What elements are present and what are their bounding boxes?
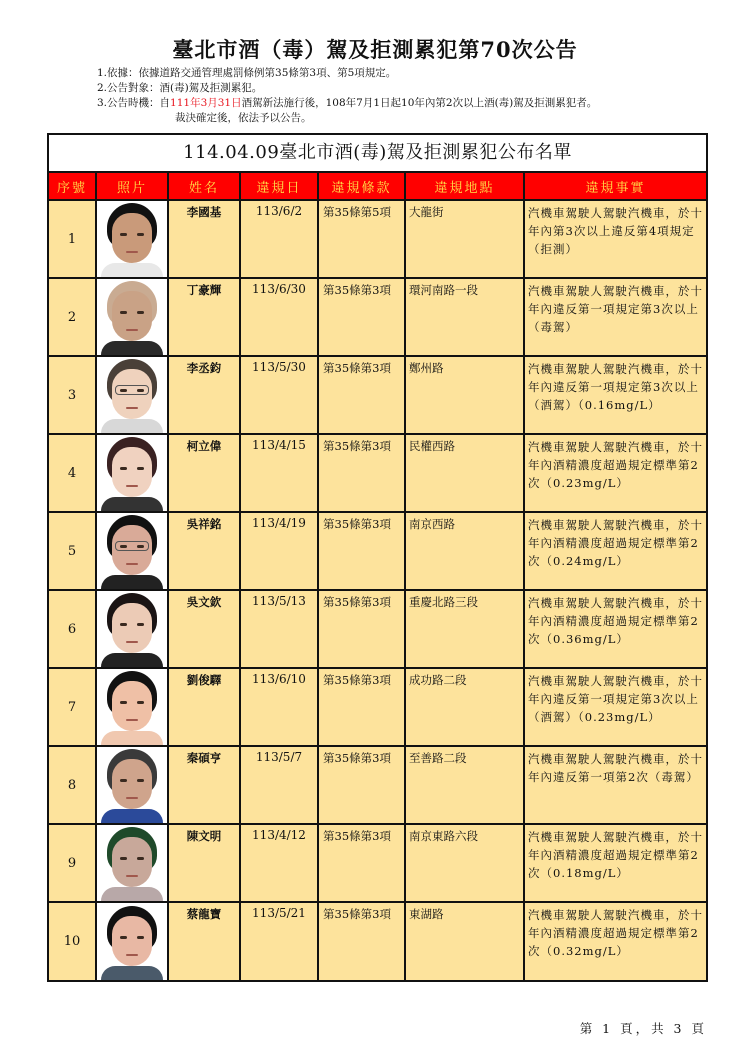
mugshot-photo xyxy=(96,668,168,746)
violation-date: 113/5/21 xyxy=(240,902,318,980)
note-text: 依據道路交通管理處罰條例第35條第3項、第5項規定。 xyxy=(138,67,397,79)
violation-fact: 汽機車駕駛人駕駛汽機車，於十年內違反第一項規定第3次以上（毒駕） xyxy=(524,278,706,356)
violation-article: 第35條第3項 xyxy=(318,590,405,668)
mugshot-photo xyxy=(96,434,168,512)
table-row xyxy=(49,278,706,356)
violation-fact: 汽機車駕駛人駕駛汽機車，於十年內違反第一項規定第3次以上（酒駕）（0.23mg/L） xyxy=(524,668,706,746)
violation-fact: 汽機車駕駛人駕駛汽機車，於十年內酒精濃度超過規定標準第2次（0.18mg/L） xyxy=(524,824,706,902)
portrait-icon xyxy=(101,824,163,901)
row-number: 8 xyxy=(49,746,96,824)
note-label: 1.依據： xyxy=(97,67,139,79)
row-number: 3 xyxy=(49,356,96,434)
violation-place: 東湖路 xyxy=(405,902,524,980)
violation-date: 113/4/12 xyxy=(240,824,318,902)
note-basis xyxy=(97,66,597,81)
violation-date: 113/4/15 xyxy=(240,434,318,512)
violation-article: 第35條第3項 xyxy=(318,278,405,356)
row-number: 9 xyxy=(49,824,96,902)
violation-place: 南京東路六段 xyxy=(405,824,524,902)
table-row xyxy=(49,356,706,434)
violation-date: 113/5/13 xyxy=(240,590,318,668)
mugshot-photo xyxy=(96,902,168,980)
col-header-place: 違規地點 xyxy=(405,173,524,200)
table-row xyxy=(49,824,706,902)
table-header-row xyxy=(49,173,706,200)
violation-article: 第35條第3項 xyxy=(318,824,405,902)
violation-place: 鄭州路 xyxy=(405,356,524,434)
mugshot-photo xyxy=(96,824,168,902)
violation-place: 南京西路 xyxy=(405,512,524,590)
violation-place: 大龍街 xyxy=(405,200,524,278)
note-text: 酒(毒)駕及拒測累犯。 xyxy=(159,82,263,94)
violation-place: 至善路二段 xyxy=(405,746,524,824)
violation-date: 113/5/7 xyxy=(240,746,318,824)
notes-section xyxy=(97,66,597,126)
highlight-date: 111年3月31日 xyxy=(170,97,242,109)
offender-name: 吳祥銘 xyxy=(168,512,240,590)
table-row xyxy=(49,668,706,746)
document-title: 臺北市酒（毒）駕及拒測累犯第70次公告 xyxy=(172,37,578,62)
violation-article: 第35條第3項 xyxy=(318,356,405,434)
note-prefix: 自 xyxy=(159,97,171,109)
row-number: 6 xyxy=(49,590,96,668)
note-text: 酒駕新法施行後，108年7月1日起10年內第2次以上酒(毒)駕及拒測累犯者。 xyxy=(241,97,598,109)
offender-name: 劉俊驛 xyxy=(168,668,240,746)
violation-date: 113/4/19 xyxy=(240,512,318,590)
portrait-icon xyxy=(101,668,163,745)
violation-date: 113/6/30 xyxy=(240,278,318,356)
portrait-icon xyxy=(101,746,163,823)
violation-date: 113/5/30 xyxy=(240,356,318,434)
col-header-fact: 違規事實 xyxy=(524,173,706,200)
table-row xyxy=(49,434,706,512)
mugshot-photo xyxy=(96,590,168,668)
violation-date: 113/6/2 xyxy=(240,200,318,278)
violation-place: 重慶北路三段 xyxy=(405,590,524,668)
portrait-icon xyxy=(101,590,163,667)
note-label: 3.公告時機： xyxy=(97,97,160,109)
row-number: 7 xyxy=(49,668,96,746)
col-header-number: 序號 xyxy=(49,173,96,200)
violation-fact: 汽機車駕駛人駕駛汽機車，於十年內酒精濃度超過規定標準第2次（0.24mg/L） xyxy=(524,512,706,590)
table-row xyxy=(49,902,706,980)
note-timing xyxy=(97,96,597,111)
note-timing-continuation: 裁決確定後，依法予以公告。 xyxy=(175,112,312,124)
offender-name: 柯立偉 xyxy=(168,434,240,512)
portrait-icon xyxy=(101,434,163,511)
violation-article: 第35條第3項 xyxy=(318,746,405,824)
table-row xyxy=(49,200,706,278)
mugshot-photo xyxy=(96,200,168,278)
table-row xyxy=(49,746,706,824)
table-row xyxy=(49,512,706,590)
row-number: 4 xyxy=(49,434,96,512)
violation-article: 第35條第3項 xyxy=(318,902,405,980)
offender-name: 秦碩亨 xyxy=(168,746,240,824)
table-row xyxy=(49,590,706,668)
violation-place: 民權西路 xyxy=(405,434,524,512)
mugshot-photo xyxy=(96,278,168,356)
portrait-icon xyxy=(101,512,163,589)
offender-name: 陳文明 xyxy=(168,824,240,902)
row-number: 1 xyxy=(49,200,96,278)
violation-date: 113/6/10 xyxy=(240,668,318,746)
portrait-icon xyxy=(101,278,163,355)
col-header-article: 違規條款 xyxy=(318,173,405,200)
violation-fact: 汽機車駕駛人駕駛汽機車，於十年內違反第一項規定第3次以上（酒駕）（0.16mg/L） xyxy=(524,356,706,434)
col-header-date: 違規日 xyxy=(240,173,318,200)
col-header-name: 姓名 xyxy=(168,173,240,200)
offender-name: 丁豪輝 xyxy=(168,278,240,356)
violation-place: 成功路二段 xyxy=(405,668,524,746)
violation-place: 環河南路一段 xyxy=(405,278,524,356)
violation-fact: 汽機車駕駛人駕駛汽機車，於十年內酒精濃度超過規定標準第2次（0.23mg/L） xyxy=(524,434,706,512)
col-header-photo: 照片 xyxy=(96,173,168,200)
portrait-icon xyxy=(101,356,163,433)
row-number: 5 xyxy=(49,512,96,590)
violation-fact: 汽機車駕駛人駕駛汽機車，於十年內第3次以上違反第4項規定（拒測） xyxy=(524,200,706,278)
offender-name: 吳文欽 xyxy=(168,590,240,668)
violation-fact: 汽機車駕駛人駕駛汽機車，於十年內酒精濃度超過規定標準第2次（0.32mg/L） xyxy=(524,902,706,980)
offender-name: 李丞鈞 xyxy=(168,356,240,434)
note-target xyxy=(97,81,597,96)
mugshot-photo xyxy=(96,512,168,590)
violation-article: 第35條第3項 xyxy=(318,434,405,512)
offender-name: 李國基 xyxy=(168,200,240,278)
violation-article: 第35條第3項 xyxy=(318,512,405,590)
row-number: 10 xyxy=(49,902,96,980)
portrait-icon xyxy=(101,902,163,980)
violation-article: 第35條第3項 xyxy=(318,668,405,746)
mugshot-photo xyxy=(96,746,168,824)
page-indicator: 第 1 頁，共 3 頁 xyxy=(579,1021,707,1036)
violation-fact: 汽機車駕駛人駕駛汽機車，於十年內酒精濃度超過規定標準第2次（0.36mg/L） xyxy=(524,590,706,668)
offender-name: 蔡龍寶 xyxy=(168,902,240,980)
violation-article: 第35條第5項 xyxy=(318,200,405,278)
note-label: 2.公告對象： xyxy=(97,82,160,94)
violation-fact: 汽機車駕駛人駕駛汽機車，於十年內違反第一項第2次（毒駕） xyxy=(524,746,706,824)
row-number: 2 xyxy=(49,278,96,356)
portrait-icon xyxy=(101,200,163,277)
offender-table xyxy=(47,133,708,982)
mugshot-photo xyxy=(96,356,168,434)
table-caption: 114.04.09臺北市酒(毒)駕及拒測累犯公布名單 xyxy=(49,135,706,173)
